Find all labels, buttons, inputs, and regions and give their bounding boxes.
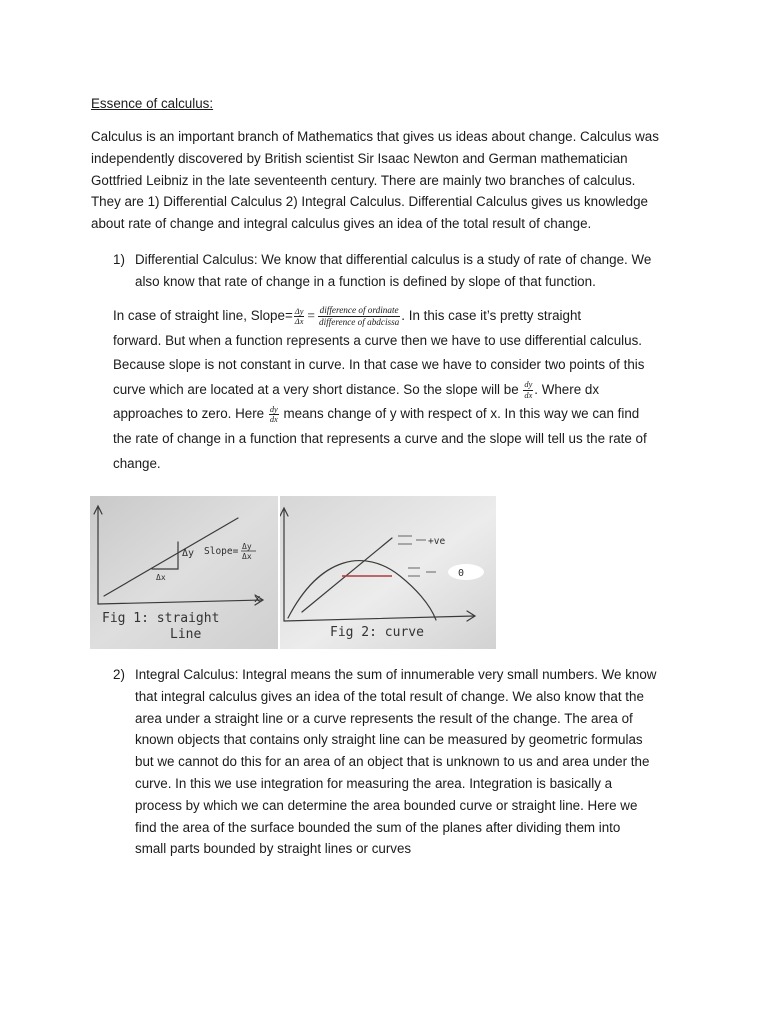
intro-line: about rate of change and integral calculus gives an idea of the total result of change. <box>91 216 592 232</box>
list-line: known objects that contains only straight line can be measured by geometric formulas <box>135 732 643 748</box>
figure-2-caption: Fig 2: curve <box>330 625 424 640</box>
derivative-denominator: dx <box>269 415 278 425</box>
slope-numerator: difference of ordinate <box>319 304 399 315</box>
highlight-blob <box>448 564 484 580</box>
slope-text: means change of y with respect of x. In this way we can find <box>279 406 640 422</box>
document-title: Essence of calculus: <box>91 96 214 111</box>
intro-line: Gottfried Leibniz in the late seventeenth century. There are mainly two branches of calculus. <box>91 172 636 188</box>
list-line: curve. In this we use integration for measuring the area. Integration is basically a <box>135 775 613 791</box>
figure-1-caption: Fig 1: straight <box>102 611 220 626</box>
slope-label: Slope= <box>204 546 239 557</box>
derivative-numerator: dy <box>269 404 278 414</box>
slope-text: change. <box>113 455 161 471</box>
intro-line: They are 1) Differential Calculus 2) Integral Calculus. Differential Calculus gives us knowledge <box>91 194 648 210</box>
slope-dx-label: Δx <box>242 552 252 561</box>
list-number: 2) <box>113 667 125 682</box>
zero-slope-label: 0 <box>458 568 465 579</box>
intro-paragraph <box>91 126 681 235</box>
intro-line: Calculus is an important branch of Mathematics that gives us ideas about change. Calculus was <box>91 129 659 144</box>
slope-text: the rate of change in a function that represents a curve and the slope will tell us the rate of <box>113 430 647 446</box>
figure-photos <box>90 496 496 649</box>
list-line: also know that rate of change in a function is defined by slope of that function. <box>135 273 596 289</box>
slope-text: approaches to zero. Here <box>113 406 268 422</box>
delta-numerator: Δy <box>294 306 304 316</box>
list-item-differential <box>113 249 683 293</box>
slope-text: In case of straight line, Slope= <box>113 308 293 323</box>
list-text <box>135 249 683 293</box>
dy-label: Δy <box>182 548 195 559</box>
derivative-fraction <box>523 380 533 400</box>
list-line: find the area of the surface bounded the sum of the planes after dividing them into <box>135 819 621 835</box>
slope-denominator: difference of abdcissa <box>318 316 400 327</box>
list-line: area under a straight line or a curve represents the result of the change. The area of <box>135 710 633 726</box>
equals-sign: = <box>307 308 315 323</box>
list-line: that integral calculus gives an idea of the total result of change. We also know that the <box>135 688 644 704</box>
derivative-numerator: dy <box>524 380 533 390</box>
figure-1-drawing <box>90 496 278 649</box>
slope-paragraph <box>113 304 685 476</box>
x-axis-label: x <box>254 592 261 605</box>
intro-line: independently discovered by British scientist Sir Isaac Newton and German mathematician <box>91 150 628 166</box>
positive-slope-label: +ve <box>428 536 446 547</box>
figure-1-caption-line2: Line <box>170 627 202 642</box>
slope-text: . In this case it’s pretty straight <box>401 308 582 323</box>
list-line: small parts bounded by straight lines or curves <box>135 841 412 857</box>
list-line: but we cannot do this for an area of an object that is unknown to us and area under the <box>135 754 650 770</box>
figure-2-drawing <box>280 496 496 649</box>
delta-denominator: Δx <box>294 316 304 326</box>
slope-fraction <box>318 305 400 328</box>
figure-1-photo <box>90 496 278 649</box>
list-number: 1) <box>113 252 125 267</box>
slope-text: Because slope is not constant in curve. In that case we have to consider two points of this <box>113 357 645 373</box>
list-line: process by which we can determine the area bounded curve or straight line. Here we <box>135 797 638 813</box>
slope-text: . Where dx <box>534 381 600 397</box>
derivative-denominator: dx <box>524 390 533 400</box>
slope-text: curve which are located at a very short distance. So the slope will be <box>113 381 523 397</box>
list-item-integral <box>113 664 683 860</box>
figure-2-photo <box>280 496 496 649</box>
list-line: Integral Calculus: Integral means the sum of innumerable very small numbers. We know <box>135 667 657 682</box>
dx-label: Δx <box>156 573 166 582</box>
list-text <box>135 664 683 860</box>
delta-fraction <box>294 307 305 327</box>
list-line: Differential Calculus: We know that differential calculus is a study of rate of change. We <box>135 252 652 267</box>
slope-dy-label: Δy <box>242 542 252 551</box>
slope-text: forward. But when a function represents a curve then we have to use differential calculus. <box>113 332 642 348</box>
derivative-fraction <box>269 405 279 425</box>
